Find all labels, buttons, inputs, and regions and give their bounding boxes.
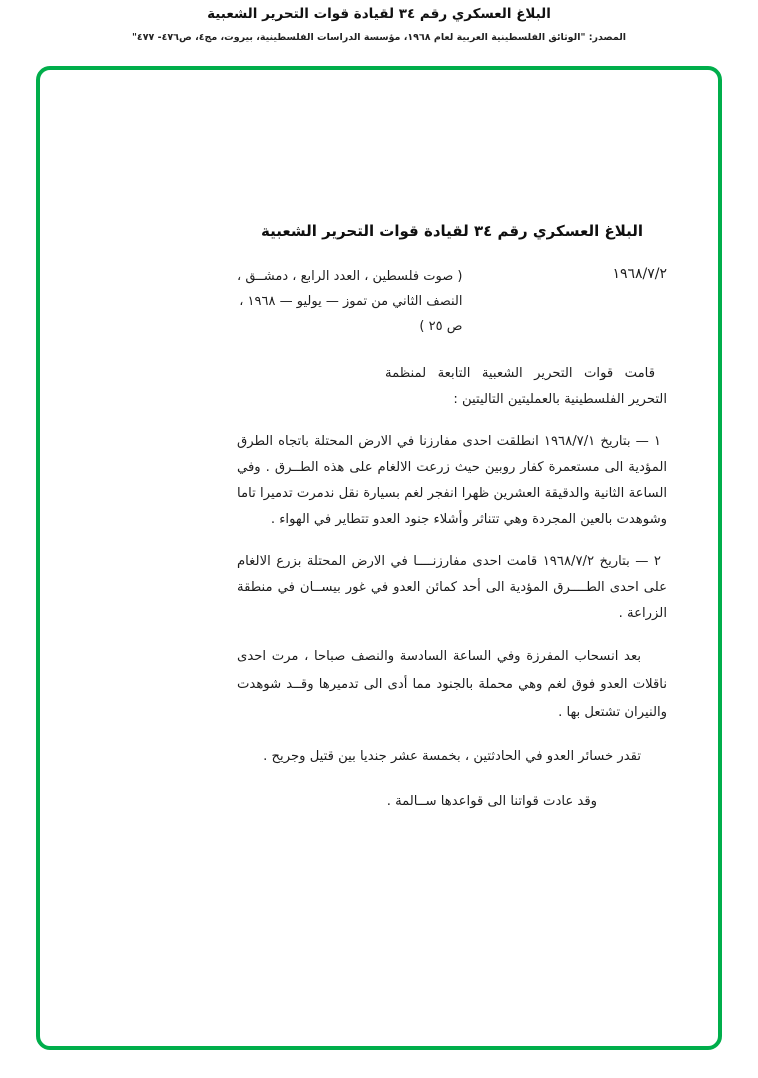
citation-line: ( صوت فلسطين ، العدد الرابع ، دمشــق ، <box>237 269 463 284</box>
page-header <box>0 0 758 43</box>
citation-line: ص ٢٥ ) <box>419 319 463 334</box>
document-citation <box>237 264 462 339</box>
paragraph-operation-1: ١ — بتاريخ ١٩٦٨/٧/١ انطلقت احدى مفارزنا في الارض المحتلة باتجاه الطرق المؤدية الى مستعمرة كفار روبين حيث زرعت الالغام على هذه الطــرق . وفي الساعة الثانية والدقيقة العشرين ظهرا انفجر لغم بسيارة نقل ندمرت تدميرا تاما وشوهدت بالعين المجردة وهي تتناثر وأشلاء جنود العدو تتطاير في الهواء . <box>237 434 667 527</box>
document-body <box>237 222 667 815</box>
document-meta <box>237 264 667 339</box>
page-header-source: المصدر: "الوثائق الفلسطينية العربية لعام ١٩٦٨، مؤسسة الدراسات الفلسطينية، بيروت، مج٤، ص٤٧٦- ٤٧٧" <box>131 32 627 43</box>
paragraph-operation-2: ٢ — بتاريخ ١٩٦٨/٧/٢ قامت احدى مفارزنــــا في الارض المحتلة بزرع الالغام على احدى الطــــرق المؤدية الى أحد كمائن العدو في غور بيســان في منطقة الزراعة . <box>237 554 667 621</box>
paragraph-aftermath: بعد انسحاب المفرزة وفي الساعة السادسة والنصف صباحا ، مرت احدى ناقلات العدو فوق لغم وهي محملة بالجنود مما أدى الى تدميرها وقــد شوهدت والنيران تشتعل بها . <box>237 649 667 720</box>
page-header-title: البلاغ العسكري رقم ٣٤ لقيادة قوات التحرير الشعبية <box>207 6 551 22</box>
document-frame <box>36 66 722 1050</box>
document-title: البلاغ العسكري رقم ٣٤ لقيادة قوات التحرير الشعبية <box>261 222 643 240</box>
paragraph-closing: وقد عادت قواتنا الى قواعدها ســالمة . <box>386 794 597 809</box>
paragraph-intro: قامت قوات التحرير الشعبية التابعة لمنظمة التحرير الفلسطينية بالعمليتين التاليتين : <box>385 366 667 407</box>
document-date: ١٩٦٨/٧/٢ <box>612 266 667 282</box>
paragraph-losses: تقدر خسائر العدو في الحادثتين ، بخمسة عشر جنديا بين قتيل وجريح . <box>263 749 641 764</box>
citation-line: النصف الثاني من تموز — يوليو — ١٩٦٨ ، <box>239 294 463 309</box>
